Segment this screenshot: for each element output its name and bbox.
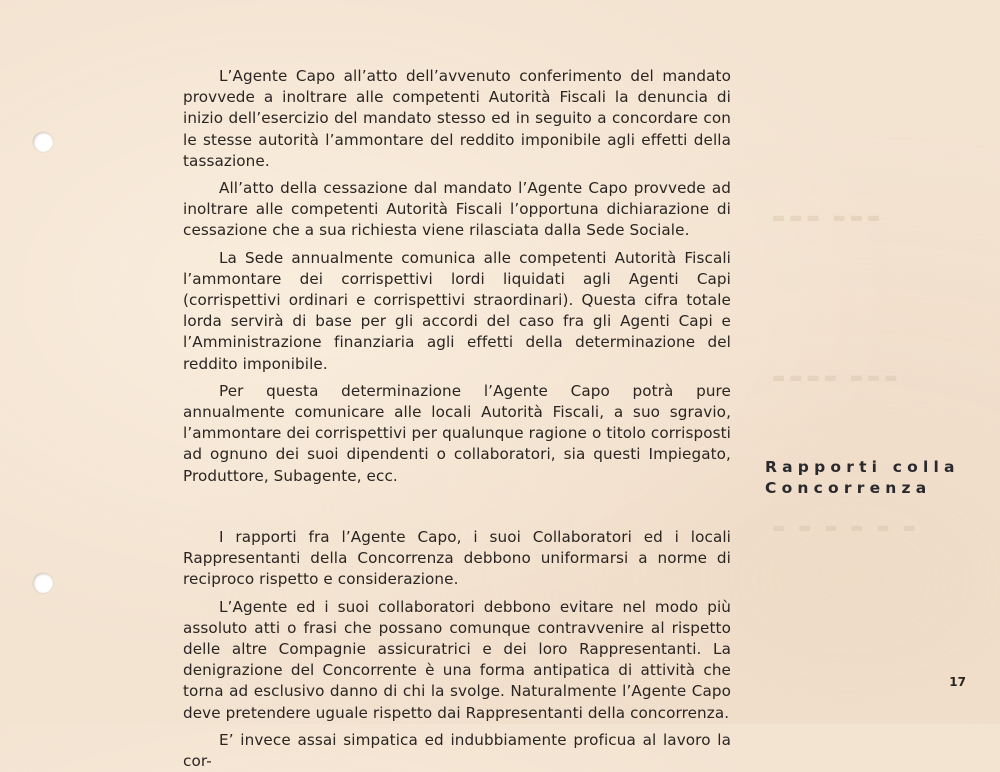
main-text-column	[183, 66, 731, 772]
side-heading-rapporti-concorrenza	[765, 457, 965, 499]
paragraph-fiscal-denunciation: L’Agente Capo all’atto dell’avvenuto conferimento del mandato provvede a inoltrare alle competenti Autorità Fiscali la denuncia di inizio dell’esercizio del mandato stesso ed in seguito a concordare con le stesse autorità l’ammontare del reddito imponibile agli effetti della tassazione.	[183, 67, 731, 170]
punch-hole-bottom	[33, 573, 53, 593]
paragraph-competitor-relations: I rapporti fra l’Agente Capo, i suoi Collaboratori ed i locali Rappresentanti della Concorrenza debbono uniformarsi a norme di reciproco rispetto e considerazione.	[183, 528, 731, 589]
page-number: 17	[949, 675, 966, 689]
paragraph-cessation: All’atto della cessazione dal mandato l’Agente Capo provvede ad inoltrare alle competenti Autorità Fiscali l’opportuna dichiarazione di cessazione che a sua richiesta viene rilasciata dalla Sede Sociale.	[183, 179, 731, 240]
show-through-mark: ▬ ▬ ▬ ▬ ▬ ▬	[772, 520, 920, 536]
paragraph-determination: Per questa determinazione l’Agente Capo potrà pure annualmente comunicare alle locali Autorità Fiscali, a suo sgravio, l’ammontare dei corrispettivi per qualunque ragione o titolo corrisposti ad ognuno dei suoi dipendenti o collaboratori, sia questi Impiegato, Produttore, Subagente, ecc.	[183, 381, 731, 485]
side-heading-line-2: Concorrenza	[765, 479, 932, 497]
section-gap	[183, 487, 731, 527]
punch-hole-top	[33, 132, 53, 152]
side-heading-line-1: Rapporti colla	[765, 458, 960, 476]
show-through-mark: ▬▬▬▬ ▬▬▬	[772, 370, 902, 386]
show-through-mark: ▬▬▬ ▬▬▬	[772, 210, 885, 226]
paragraph-cordiality: E’ invece assai simpatica ed indubbiamente proficua al lavoro la cor-	[183, 730, 731, 771]
paragraph-avoid-denigration: L’Agente ed i suoi collaboratori debbono evitare nel modo più assoluto atti o frasi che possano comunque contravvenire al rispetto delle altre Compagnie assicuratrici e dei loro Rappresentanti. La denigrazione del Concorrente è una forma antipatica di attività che torna ad esclusivo danno di chi la svolge. Naturalmente l’Agente Capo deve pretendere uguale rispetto dai Rappresentanti della concorrenza.	[183, 597, 731, 722]
paragraph-annual-communication: La Sede annualmente comunica alle competenti Autorità Fiscali l’ammontare dei corrispettivi lordi liquidati agli Agenti Capi (corrispettivi ordinari e corrispettivi straordinari). Questa cifra totale lorda servirà di base per gli accordi del caso fra gli Agenti Capi e l’Amministrazione finanziaria agli effetti della determinazione del reddito imponibile.	[183, 248, 731, 373]
